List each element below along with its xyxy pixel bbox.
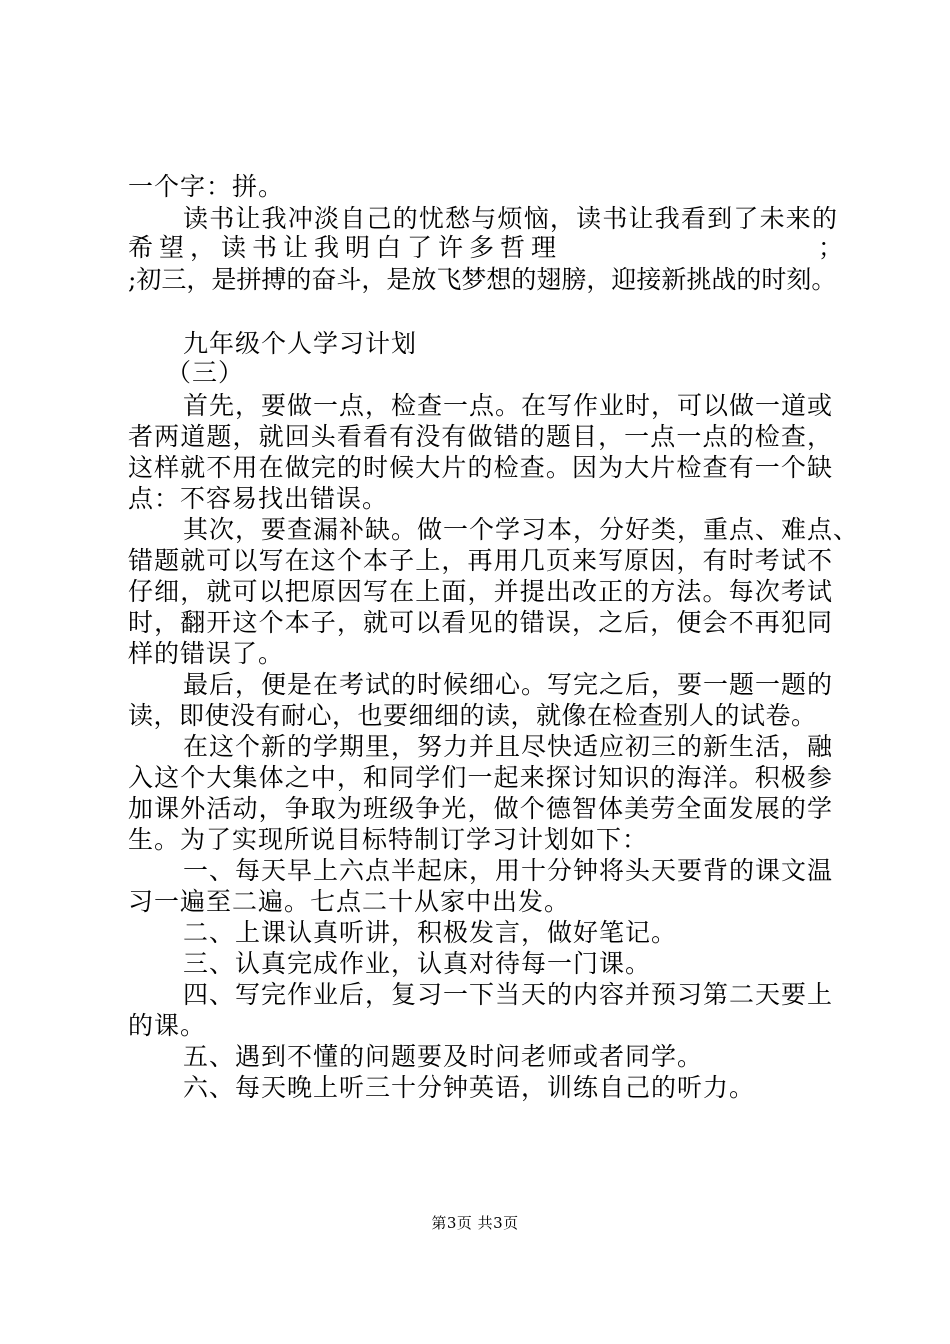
list-item: 二、上课认真听讲，积极发言，做好笔记。 xyxy=(183,918,678,947)
text-line: 生。为了实现所说目标特制订学习计划如下： xyxy=(128,825,649,854)
section-title: 九年级个人学习计划 xyxy=(183,329,418,358)
text-line: 点：不容易找出错误。 xyxy=(128,484,389,513)
text-line: 读书让我冲淡自己的忧愁与烦恼，读书让我看到了未来的 xyxy=(183,204,838,233)
text-line: 错题就可以写在这个本子上，再用几页来写原因，有时考试不 xyxy=(128,546,833,575)
text-fragment: ； xyxy=(818,233,844,262)
text-line: 的课。 xyxy=(128,1011,207,1040)
text-line: 加课外活动，争取为班级争光，做个德智体美劳全面发展的学 xyxy=(128,794,833,823)
text-line: 习一遍至二遍。七点二十从家中出发。 xyxy=(128,887,571,916)
text-line: 希望，读书让我明白了许多哲理 xyxy=(128,233,563,262)
list-item: 五、遇到不懂的问题要及时问老师或者同学。 xyxy=(183,1042,704,1071)
text-line: ;初三，是拼搏的奋斗，是放飞梦想的翅膀，迎接新挑战的时刻。 xyxy=(128,265,837,294)
list-item: 六、每天晚上听三十分钟英语，训练自己的听力。 xyxy=(183,1073,756,1102)
text-line: 仔细，就可以把原因写在上面，并提出改正的方法。每次考试 xyxy=(128,577,833,606)
text-line: 首先，要做一点，检查一点。在写作业时，可以做一道或 xyxy=(183,391,834,420)
text-line: 在这个新的学期里，努力并且尽快适应初三的新生活，融 xyxy=(183,732,834,761)
text-line: 读，即使没有耐心，也要细细的读，就像在检查别人的试卷。 xyxy=(128,701,817,730)
text-line: 入这个大集体之中，和同学们一起来探讨知识的海洋。积极参 xyxy=(128,763,833,792)
text-line: 时，翻开这个本子，就可以看见的错误，之后，便会不再犯同 xyxy=(128,608,833,637)
list-item: 三、认真完成作业，认真对待每一门课。 xyxy=(183,949,652,978)
section-subtitle: （三） xyxy=(166,358,245,387)
text-line: 一个字：拼。 xyxy=(128,172,285,201)
page-number-footer: 第3页 共3页 xyxy=(431,1214,519,1232)
text-line: 样的错误了。 xyxy=(128,639,285,668)
text-line: 者两道题，就回头看看有没有做错的题目，一点一点的检查， xyxy=(128,422,833,451)
list-item: 四、写完作业后，复习一下当天的内容并预习第二天要上 xyxy=(183,980,834,1009)
text-line: 最后，便是在考试的时候细心。写完之后，要一题一题的 xyxy=(183,670,834,699)
text-line: 这样就不用在做完的时候大片的检查。因为大片检查有一个缺 xyxy=(128,453,833,482)
text-line: 一、每天早上六点半起床，用十分钟将头天要背的课文温 xyxy=(183,856,834,885)
text-line: 其次，要查漏补缺。做一个学习本，分好类，重点、难点、 xyxy=(183,515,860,544)
